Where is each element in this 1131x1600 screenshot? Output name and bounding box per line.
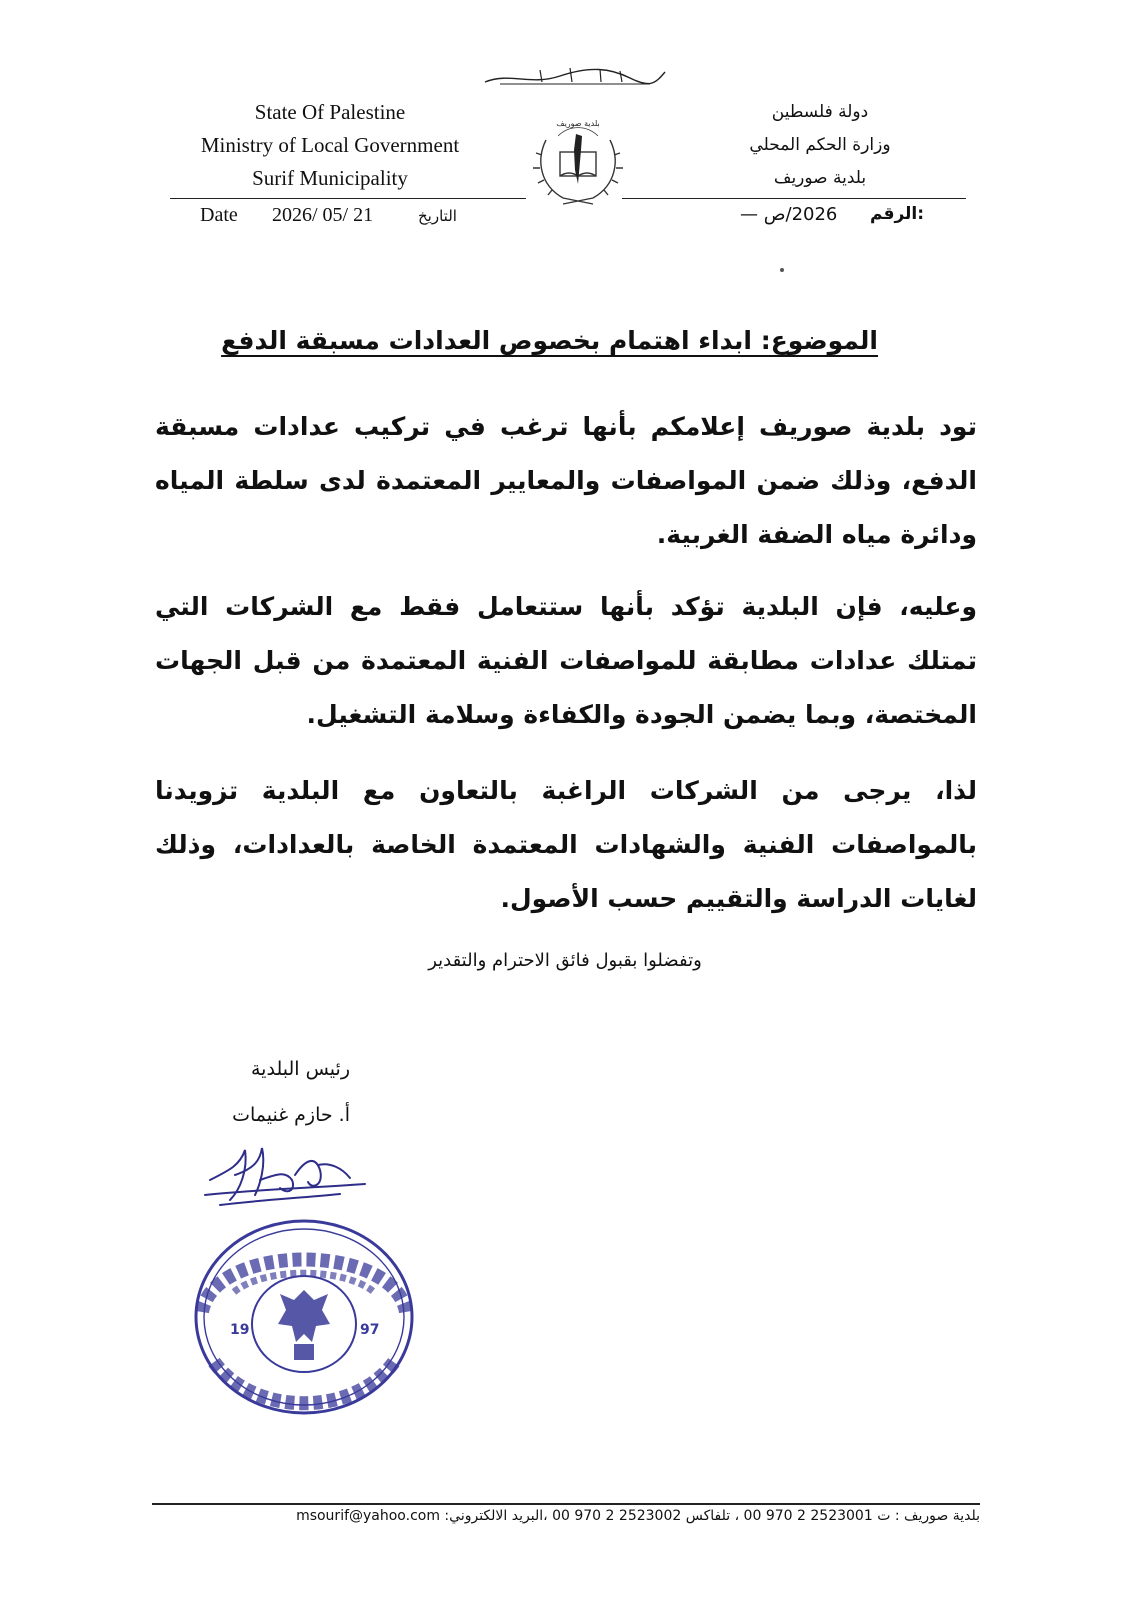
english-letterhead bbox=[170, 96, 490, 195]
header-divider-right bbox=[622, 198, 966, 199]
letterhead-ar-state: دولة فلسطين bbox=[771, 102, 869, 122]
basmala-calligraphy bbox=[480, 60, 670, 90]
handwritten-signature bbox=[200, 1140, 370, 1215]
municipality-logo bbox=[528, 110, 628, 210]
official-stamp bbox=[184, 1212, 424, 1422]
footer-contact: بلدية صوريف : ت 2523001 2 970 00 ، تلفاكس 2523002 2 970 00 ،البريد الالكتروني: msourif@yahoo.com bbox=[296, 1508, 980, 1524]
closing-line: وتفضلوا بقبول فائق الاحترام والتقدير bbox=[428, 950, 702, 971]
body-paragraph-1: تود بلدية صوريف إعلامكم بأنها ترغب في تركيب عدادات مسبقة الدفع، وذلك ضمن المواصفات والمعايير المعتمدة لدى سلطة المياه ودائرة مياه الضفة الغربية. bbox=[155, 412, 977, 549]
letterhead-ar-municipality: بلدية صوريف bbox=[773, 168, 867, 188]
stamp-year-left: 19 bbox=[230, 1322, 250, 1338]
letter-subject: الموضوع: ابداء اهتمام بخصوص العدادات مسبقة الدفع bbox=[221, 326, 878, 355]
footer-divider bbox=[152, 1503, 980, 1505]
date-label-en: Date bbox=[200, 204, 238, 226]
logo-caption: بلدية صوريف bbox=[556, 119, 600, 128]
reference-number: 2026/ص — bbox=[740, 204, 838, 225]
letterhead-line-state: State Of Palestine bbox=[254, 100, 406, 124]
letterhead-line-municipality: Surif Municipality bbox=[252, 166, 408, 190]
reference-label: الرقم: bbox=[870, 204, 925, 224]
date-label-ar: التاريخ bbox=[418, 207, 457, 225]
letterhead-ar-ministry: وزارة الحكم المحلي bbox=[749, 135, 891, 155]
signatory-title: رئيس البلدية bbox=[251, 1058, 350, 1080]
header-divider-left bbox=[170, 198, 526, 199]
signatory-name: أ. حازم غنيمات bbox=[232, 1104, 350, 1126]
letterhead-line-ministry: Ministry of Local Government bbox=[200, 133, 460, 157]
scan-speck bbox=[780, 268, 784, 272]
body-paragraph-3: لذا، يرجى من الشركات الراغبة بالتعاون مع البلدية تزويدنا بالمواصفات الفنية والشهادات المعتمدة الخاصة بالعدادات، وذلك لغايات الدراسة والتقييم حسب الأصول. bbox=[155, 776, 977, 913]
date-value: 2026/ 05/ 21 bbox=[272, 204, 374, 226]
stamp-year-right: 97 bbox=[360, 1322, 380, 1338]
arabic-letterhead bbox=[720, 96, 920, 195]
body-paragraph-2: وعليه، فإن البلدية تؤكد بأنها ستتعامل فقط مع الشركات التي تمتلك عدادات مطابقة للمواصفات الفنية المعتمدة من قبل الجهات المختصة، وبما يضمن الجودة والكفاءة وسلامة التشغيل. bbox=[155, 592, 977, 729]
